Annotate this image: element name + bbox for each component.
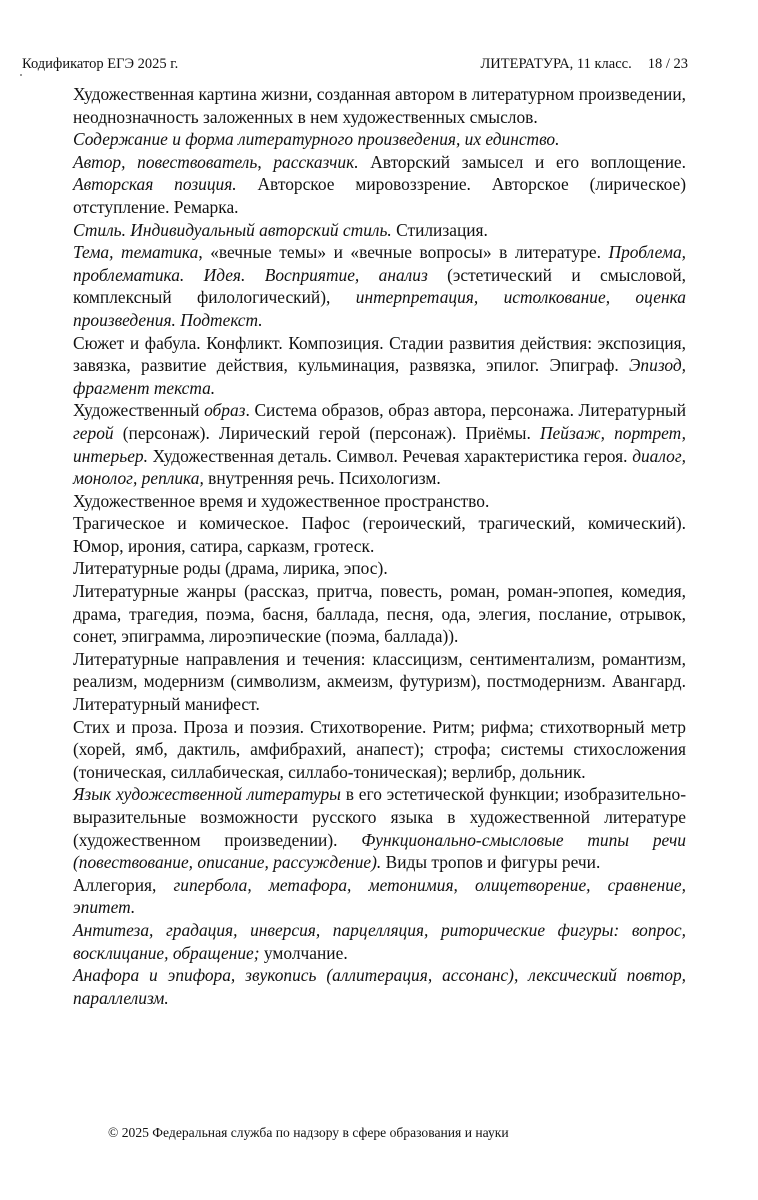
text-run: Стилизация. [391, 219, 488, 240]
document-body [73, 83, 686, 1009]
content-paragraph [73, 783, 686, 873]
italic-term: Пейзаж, портрет, интерьер. [73, 422, 687, 466]
content-paragraph [73, 128, 686, 151]
content-paragraph [73, 874, 686, 919]
italic-term: интерпретация, истолкование, оценка произведения. Подтекст. [73, 287, 687, 330]
page-corner-mark [20, 74, 22, 76]
italic-term: Проблема, проблематика. Идея. Восприятие, анализ [73, 242, 686, 285]
copyright-footer: © 2025 Федеральная служба по надзору в сфере образования и науки [108, 1125, 509, 1140]
text-run: , [257, 151, 274, 172]
content-paragraph [73, 490, 686, 513]
content-paragraph [73, 399, 686, 489]
content-paragraph [73, 151, 686, 219]
italic-term: Автор, повествователь [73, 151, 258, 172]
italic-term: Анафора и эпифора, звукопись (аллитерация, ассонанс), лексический повтор, параллелизм. [73, 965, 686, 1008]
italic-term: Эпизод, фрагмент текста. [73, 355, 686, 398]
text-run: умолчание. [259, 942, 348, 963]
italic-term: Содержание и форма литературного произведения, их единство. [73, 129, 560, 150]
content-paragraph [73, 219, 686, 242]
content-paragraph [73, 648, 686, 716]
italic-term: гипербола, метафора, метонимия, олицетворение, сравнение, эпитет. [73, 874, 686, 918]
text-run: Художественное время и художественное пространство. [73, 490, 490, 511]
header-right [480, 55, 688, 73]
italic-term: герой [73, 422, 114, 443]
text-run: Стих и проза. Проза и поэзия. Стихотворение. Ритм; рифма; стихотворный метр (хорей, ямб, дактиль, амфибрахий, анапест); строфа; системы стихосложения (тоническая, силлабическая, силлабо-тоническая); верлибр, дольник. [73, 716, 686, 782]
content-paragraph [73, 83, 686, 128]
content-paragraph [73, 964, 686, 1009]
text-run: Художественная картина жизни, созданная автором в литературном произведении, неоднозначность заложенных в нем художественных смыслов. [73, 84, 686, 127]
subject-label: ЛИТЕРАТУРА, 11 класс. [480, 56, 632, 72]
text-run: внутренняя речь. Психологизм. [203, 468, 441, 489]
italic-term: Тема, тематика [73, 242, 199, 263]
italic-term: Язык художественной литературы [73, 784, 341, 805]
text-run: Литературные роды (драма, лирика, эпос). [73, 558, 388, 579]
text-run: Авторское мировоззрение. Авторское (лирическое) отступление. Ремарка. [73, 174, 686, 217]
content-paragraph [73, 919, 686, 964]
content-paragraph [73, 332, 686, 400]
italic-term: образ [204, 400, 246, 421]
italic-term: Антитеза, градация, инверсия, парцелляция, риторические фигуры: вопрос, восклицание, обращение; [73, 919, 686, 963]
text-run: Виды тропов и фигуры речи. [381, 852, 601, 873]
text-run: Художественный [73, 400, 205, 421]
content-paragraph [73, 512, 686, 557]
text-run: (персонаж). Лирический герой (персонаж). Приёмы. [113, 422, 540, 443]
text-run: Художественная деталь. Символ. Речевая характеристика героя. [147, 445, 633, 466]
italic-term: Стиль. Индивидуальный авторский стиль. [73, 219, 392, 240]
italic-term: Функционально-смысловые типы речи (повествование, описание, рассуждение). [73, 829, 686, 873]
text-run: Трагическое и комическое. Пафос (героический, трагический, комический). Юмор, ирония, сатира, сарказм, гротеск. [73, 513, 686, 556]
text-run: (эстетический и смысловой, комплексный филологический), [73, 264, 686, 308]
italic-term: рассказчик. [273, 151, 359, 172]
text-run: , «вечные темы» и «вечные вопросы» в литературе. [198, 242, 609, 263]
text-run: Аллегория, [73, 874, 174, 895]
content-paragraph [73, 241, 686, 331]
text-run: . Система образов, образ автора, персонажа. Литературный [245, 400, 686, 421]
content-paragraph [73, 716, 686, 784]
content-paragraph [73, 557, 686, 580]
text-run: Сюжет и фабула. Конфликт. Композиция. Стадии развития действия: экспозиция, завязка, развитие действия, кульминация, развязка, эпилог. Эпиграф. [73, 332, 686, 376]
text-run: в его эстетической функции; изобразительно-выразительные возможности русского языка в художественной литературе (художественном произведении). [73, 784, 687, 850]
codifier-title: Кодификатор ЕГЭ 2025 г. [22, 56, 179, 72]
text-run: Литературные жанры (рассказ, притча, повесть, роман, роман-эпопея, комедия, драма, трагедия, поэма, басня, баллада, песня, ода, элегия, послание, отрывок, сонет, эпиграмма, лироэпические (поэма, баллада)). [73, 581, 686, 647]
italic-term: Авторская позиция. [73, 174, 237, 195]
content-paragraph [73, 580, 686, 648]
page-number: 18 / 23 [647, 56, 688, 72]
text-run: Литературные направления и течения: классицизм, сентиментализм, романтизм, реализм, модернизм (символизм, акмеизм, футуризм), постмодернизм. Авангард. Литературный манифест. [73, 648, 686, 715]
text-run: Авторский замысел и его воплощение. [358, 151, 686, 172]
italic-term: диалог, монолог, реплика, [73, 445, 686, 489]
